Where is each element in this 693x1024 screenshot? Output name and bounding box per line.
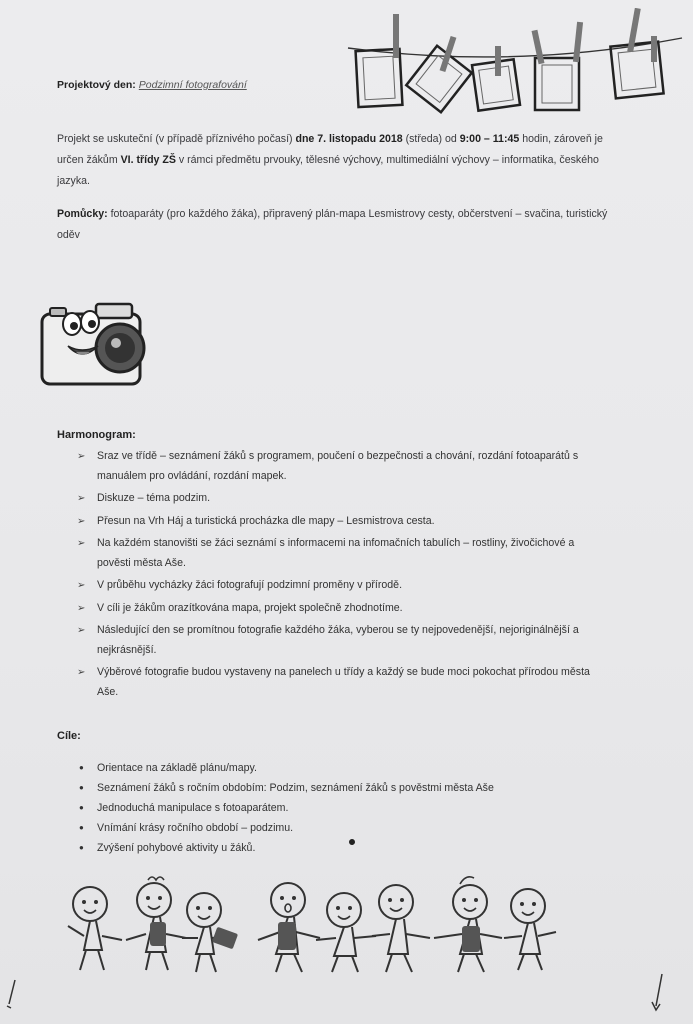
intro-text-2: (středa) od [402,133,460,145]
project-title-label: Projektový den: [57,79,136,91]
tools-text: fotoaparáty (pro každého žáka), připravený plán-mapa Lesmistrovy cesty, občerstvení – svačina, turistický oděv [57,208,608,241]
goals-list [77,758,597,858]
list-item: ➢ V průběhu vycházky žáci fotografují podzimní proměny v přírodě. [77,576,597,596]
project-grade: VI. třídy ZŠ [120,154,176,166]
intro-paragraph [57,129,617,192]
list-item: ➢ Přesun na Vrh Háj a turistická procházka dle mapy – Lesmistrova cesta. [77,512,597,532]
tools-label: Pomůcky: [57,208,108,220]
camera-icon [38,292,150,388]
tools-paragraph [57,204,617,246]
harmonogram-list [77,447,597,705]
harmonogram-heading: Harmonogram: [57,429,136,441]
list-item: ➢ Na každém stanovišti se žáci seznámí s informacemi na infomačních tabulích – rostliny, živočichové a pověsti města Aše. [77,534,597,573]
list-item: ● Seznámení žáků s ročním obdobím: Podzim, seznámení žáků s pověstmi města Aše [77,778,597,798]
list-item: ➢ Sraz ve třídě – seznámení žáků s programem, poučení o bezpečnosti a chování, rozdání fotoaparátů s manuálem pro ovládání, rozdání mapek. [77,447,597,486]
photo-clothesline-illustration [345,8,685,118]
list-item: ● Zvýšení pohybové aktivity u žáků. [77,838,597,858]
list-item: ● Orientace na základě plánu/mapy. [77,758,597,778]
list-item: ➢ Následující den se promítnou fotografie každého žáka, vyberou se ty nejpovedenější, nejoriginálnější a nejkrásnější. [77,621,597,660]
list-item: ● Jednoduchá manipulace s fotoaparátem. [77,798,597,818]
pen-mark-right [650,972,666,1012]
list-item: ➢ Diskuze – téma podzim. [77,489,597,509]
list-item: ➢ V cíli je žákům orazítkována mapa, projekt společně zhodnotíme. [77,599,597,619]
project-date: dne 7. listopadu 2018 [295,133,403,145]
pen-mark-left [5,978,19,1010]
goals-heading: Cíle: [57,730,81,742]
project-time: 9:00 – 11:45 [459,133,520,145]
project-title [57,79,247,91]
children-holding-hands-illustration [62,870,562,980]
intro-text-1: Projekt se uskuteční (v případě příznivého počasí) [57,133,296,145]
intro-text-4: v rámci předmětu prvouky, tělesné výchovy, multimediální výchovy – informatika, českého jazyka. [57,154,599,187]
list-item: ● Vnímání krásy ročního období – podzimu. [77,818,597,838]
intro-text-3: hodin, zároveň je určen žákům [57,133,603,166]
project-topic: Podzimní fotografování [138,79,247,91]
list-item: ➢ Výběrové fotografie budou vystaveny na panelech u třídy a každý se bude moci pokochat přírodou města Aše. [77,663,597,702]
